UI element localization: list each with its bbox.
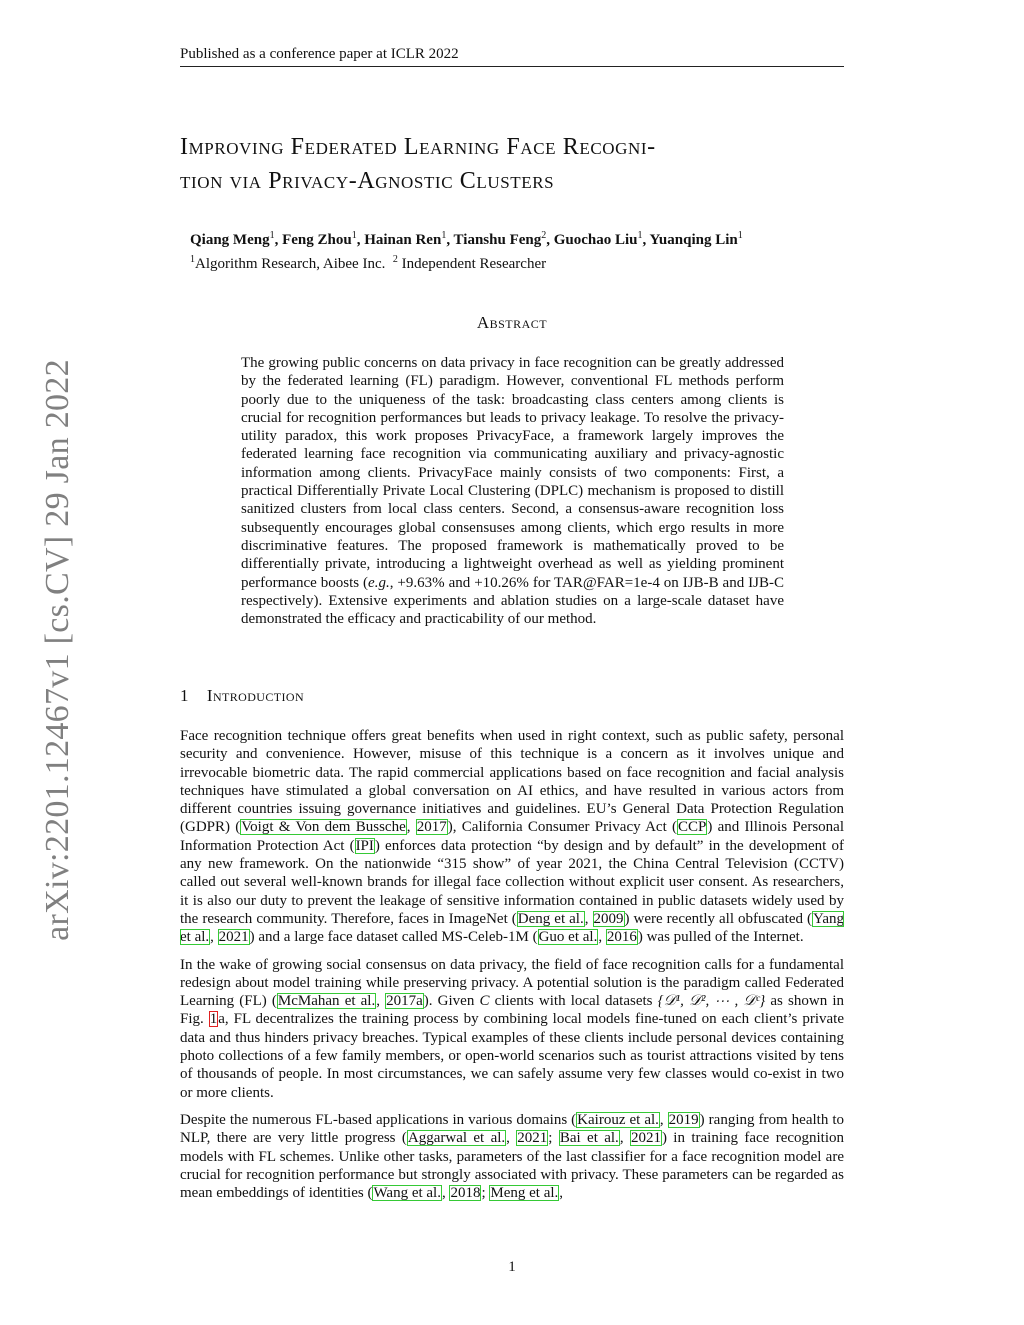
citation-year-link[interactable]: 2018 <box>450 1185 481 1202</box>
author-block <box>190 226 870 274</box>
section-number: 1 <box>180 686 189 705</box>
math-expression: {𝒟¹, 𝒟², ⋯ , 𝒟ᶜ} <box>657 993 766 1010</box>
running-header: Published as a conference paper at ICLR 2022 <box>180 45 844 67</box>
author-name: Qiang Meng <box>190 232 270 248</box>
citation-year-link[interactable]: 2019 <box>668 1111 699 1128</box>
citation-year-link[interactable]: 2021 <box>218 929 249 946</box>
citation-link[interactable]: Deng et al. <box>517 910 584 927</box>
citation-year-link[interactable]: 2017a <box>386 993 423 1010</box>
section-heading-introduction <box>180 686 844 706</box>
author-affiliation-mark: 1 <box>441 230 447 241</box>
citation-link[interactable]: Yang et al. <box>180 910 845 946</box>
citation-year-link[interactable]: 2021 <box>630 1130 661 1147</box>
author-affiliation-mark: 2 <box>541 230 547 241</box>
author-name: Feng Zhou <box>282 232 352 248</box>
affiliation-2: Independent Researcher <box>401 256 547 272</box>
page-number: 1 <box>508 1259 516 1275</box>
author-name: Yuanqing Lin <box>649 232 738 248</box>
citation-link[interactable]: Voigt & Von dem Bussche <box>241 819 406 836</box>
author-name: Guochao Liu <box>553 232 638 248</box>
citation-year-link[interactable]: 2021 <box>517 1130 548 1147</box>
author-affiliation-mark: 1 <box>637 230 643 241</box>
citation-link[interactable]: Meng et al. <box>490 1185 559 1202</box>
paper-title <box>180 130 850 198</box>
author-affiliation-mark: 1 <box>737 230 743 241</box>
math-variable: C <box>479 993 490 1010</box>
arxiv-identifier: arXiv:2201.12467v1 [cs.CV] 29 Jan 2022 <box>39 359 76 941</box>
abstract-heading: Abstract <box>476 313 548 332</box>
citation-link[interactable]: CCP <box>678 819 707 836</box>
figure-reference-link[interactable]: 1 <box>209 1011 218 1028</box>
title-line-2: tion via Privacy-Agnostic Clusters <box>180 168 555 194</box>
author-name: Tianshu Feng <box>453 232 542 248</box>
citation-year-link[interactable]: 2017 <box>416 819 447 836</box>
author-list: Qiang Meng$^1$, Feng Zhou$^1$, Hainan Ren$^1$, Tianshu Feng$^2$, Guochao Liu$^1$, Yuanqing Lin$^1$ <box>190 230 743 248</box>
citation-link[interactable]: Bai et al. <box>559 1130 619 1147</box>
section-title: Introduction <box>206 686 305 705</box>
citation-year-link[interactable]: 2016 <box>606 929 637 946</box>
author-affiliation-mark: 1 <box>351 230 357 241</box>
title-line-1: Improving Federated Learning Face Recogni- <box>180 134 656 160</box>
affiliation-1: Algorithm Research, Aibee Inc. <box>195 256 386 272</box>
paragraph-1: Face recognition technique offers great benefits when used in right context, such as public safety, personal security and convenience. However, misuse of this technique is a concern as it involves unique and irrevocable biometric data. The rapid commercial applications based on face recognition and facial analysis techniques have stimulated a global conversation on AI ethics, and have resulted in various actors from different countries issuing governance initiatives and guidelines. EU’s General Data Protection Regulation (GDPR) (Voigt & Von dem Bussche, 2017), California Consumer Privacy Act (CCP) and Illinois Personal Information Protection Act (IPI) enforces data protection “by design and by default” in the development of any new framework. On the nationwide “315 show” of year 2021, the China Central Television (CCTV) called out several well-known brands for illegal face collection without explicit user consent. As researchers, it is also our duty to prevent the leakage of sensitive information contained in public datasets widely used by the research community. Therefore, faces in ImageNet (Deng et al., 2009) were recently all obfuscated (Yang et al., 2021) and a large face dataset called MS-Celeb-1M (Guo et al., 2016) was pulled of the Internet. <box>180 728 845 946</box>
paragraph-3: Despite the numerous FL-based applications in various domains (Kairouz et al., 2019) ranging from health to NLP, there are very little progress (Aggarwal et al., 2021; Bai et al., 2021) in training face recognition models with FL schemes. Unlike other tasks, parameters of the last classifier for a face recognition model are crucial for recognition performance but strongly associated with privacy. These parameters can be regarded as mean embeddings of identities (Wang et al., 2018; Meng et al., <box>180 1111 845 1202</box>
author-affiliation-mark: 1 <box>269 230 275 241</box>
citation-link[interactable]: Kairouz et al. <box>577 1111 659 1128</box>
abstract-text: The growing public concerns on data privacy in face recognition can be greatly addressed by the federated learning (FL) paradigm. However, conventional FL methods perform poorly due to the uniqueness of the task: broadcasting class centers among clients is crucial for recognition performances but leads to privacy leakage. To resolve the privacy-utility paradox, this work proposes PrivacyFace, a framework largely improves the federated learning face recognition via communicating auxiliary and privacy-agnostic information among clients. PrivacyFace mainly consists of two components: First, a practical Differentially Private Local Clustering (DPLC) mechanism is proposed to distill sanitized clusters from local class centers. Second, a consensus-aware recognition loss subsequently encourages global consensuses among clients, which ergo results in more discriminative features. The proposed framework is mathematically proved to be differentially private, introducing a lightweight overhead as well as yielding prominent performance boosts (e.g., +9.63% and +10.26% for TAR@FAR=1e-4 on IJB-B and IJB-C respectively). Extensive experiments and ablation studies on a large-scale dataset have demonstrated the efficacy and practicability of our method. <box>241 355 784 628</box>
citation-link[interactable]: McMahan et al. <box>277 993 376 1010</box>
author-name: Hainan Ren <box>364 232 442 248</box>
citation-link[interactable]: IPI <box>355 837 374 854</box>
affiliations: $^1$Algorithm Research, Aibee Inc. $^2$ Independent Researcher <box>190 254 547 272</box>
paragraph-2: In the wake of growing social consensus on data privacy, the field of face recognition calls for a fundamental redesign about model training while preserving privacy. A potential solution is the paradigm called Federated Learning (FL) (McMahan et al., 2017a). Given C clients with local datasets {𝒟¹, 𝒟², ⋯ , 𝒟ᶜ} as shown in Fig. 1a, FL decentralizes the training process by combining local models fine-tuned on each client’s private data and thus hinders privacy breaches. Typical examples of these clients include personal devices containing photo collections of a few family members, or open-world scenarios such as tourist attractions visited by tens of thousands of people. In most circumstances, we can safely assume very few classes would co-exist in two or more clients. <box>180 956 845 1101</box>
citation-link[interactable]: Aggarwal et al. <box>407 1130 506 1147</box>
citation-link[interactable]: Guo et al. <box>538 929 598 946</box>
citation-link[interactable]: Wang et al. <box>373 1185 441 1202</box>
citation-year-link[interactable]: 2009 <box>593 910 624 927</box>
body-text <box>180 727 844 1211</box>
